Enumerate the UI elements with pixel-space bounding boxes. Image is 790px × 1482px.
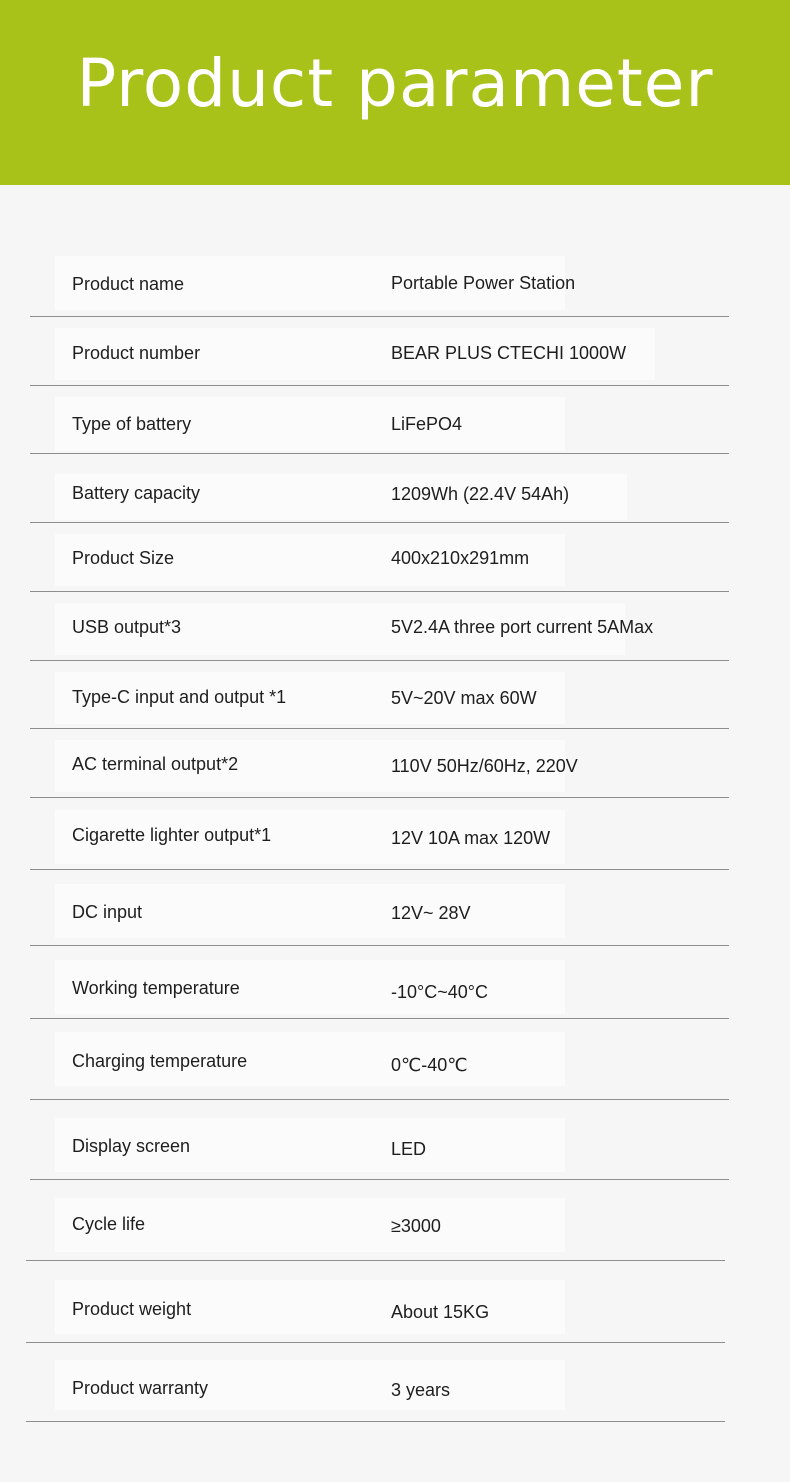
param-label: Product weight	[72, 1299, 192, 1319]
param-label: Display screen	[72, 1136, 191, 1156]
param-label: Product number	[72, 343, 201, 363]
param-value: 5V2.4A three port current 5AMax	[391, 617, 654, 637]
row-divider	[30, 869, 729, 870]
param-value: LED	[391, 1139, 427, 1159]
page-title: Product parameter	[76, 45, 714, 122]
row-divider	[30, 591, 729, 592]
row-divider	[30, 1018, 729, 1019]
param-value: 12V~ 28V	[391, 903, 471, 923]
row-divider	[30, 797, 729, 798]
row-divider	[30, 385, 729, 386]
param-label: USB output*3	[72, 617, 182, 637]
param-label: Working temperature	[72, 978, 240, 998]
param-label: Cigarette lighter output*1	[72, 825, 272, 845]
param-value: -10°C~40°C	[391, 982, 488, 1002]
param-label: Product name	[72, 274, 185, 294]
param-label: DC input	[72, 902, 143, 922]
param-value: About 15KG	[391, 1302, 490, 1322]
row-divider	[26, 1342, 725, 1343]
param-value: BEAR PLUS CTECHI 1000W	[391, 343, 627, 363]
param-value: 3 years	[391, 1380, 451, 1400]
param-value: 400x210x291mm	[391, 548, 530, 568]
row-divider	[30, 660, 729, 661]
param-label: Type of battery	[72, 414, 192, 434]
param-label: Product warranty	[72, 1378, 209, 1398]
param-label: AC terminal output*2	[72, 754, 239, 774]
param-label: Product Size	[72, 548, 175, 568]
row-divider	[30, 316, 729, 317]
param-value: 1209Wh (22.4V 54Ah)	[391, 484, 570, 504]
row-divider	[30, 522, 729, 523]
row-divider	[30, 1099, 729, 1100]
param-value: ≥3000	[391, 1216, 441, 1236]
param-label: Battery capacity	[72, 483, 201, 503]
param-value: 110V 50Hz/60Hz, 220V	[391, 756, 578, 776]
param-value: Portable Power Station	[391, 273, 576, 293]
param-label: Type-C input and output *1	[72, 687, 287, 707]
row-divider	[30, 453, 729, 454]
param-value: 12V 10A max 120W	[391, 828, 551, 848]
row-divider	[26, 1260, 725, 1261]
row-divider	[30, 945, 729, 946]
row-divider	[26, 1421, 725, 1422]
param-label: Charging temperature	[72, 1051, 248, 1071]
param-value: 5V~20V max 60W	[391, 688, 537, 708]
param-value: LiFePO4	[391, 414, 463, 434]
param-label: Cycle life	[72, 1214, 146, 1234]
row-divider	[30, 728, 729, 729]
param-value: 0℃-40℃	[391, 1055, 468, 1075]
row-divider	[30, 1179, 729, 1180]
